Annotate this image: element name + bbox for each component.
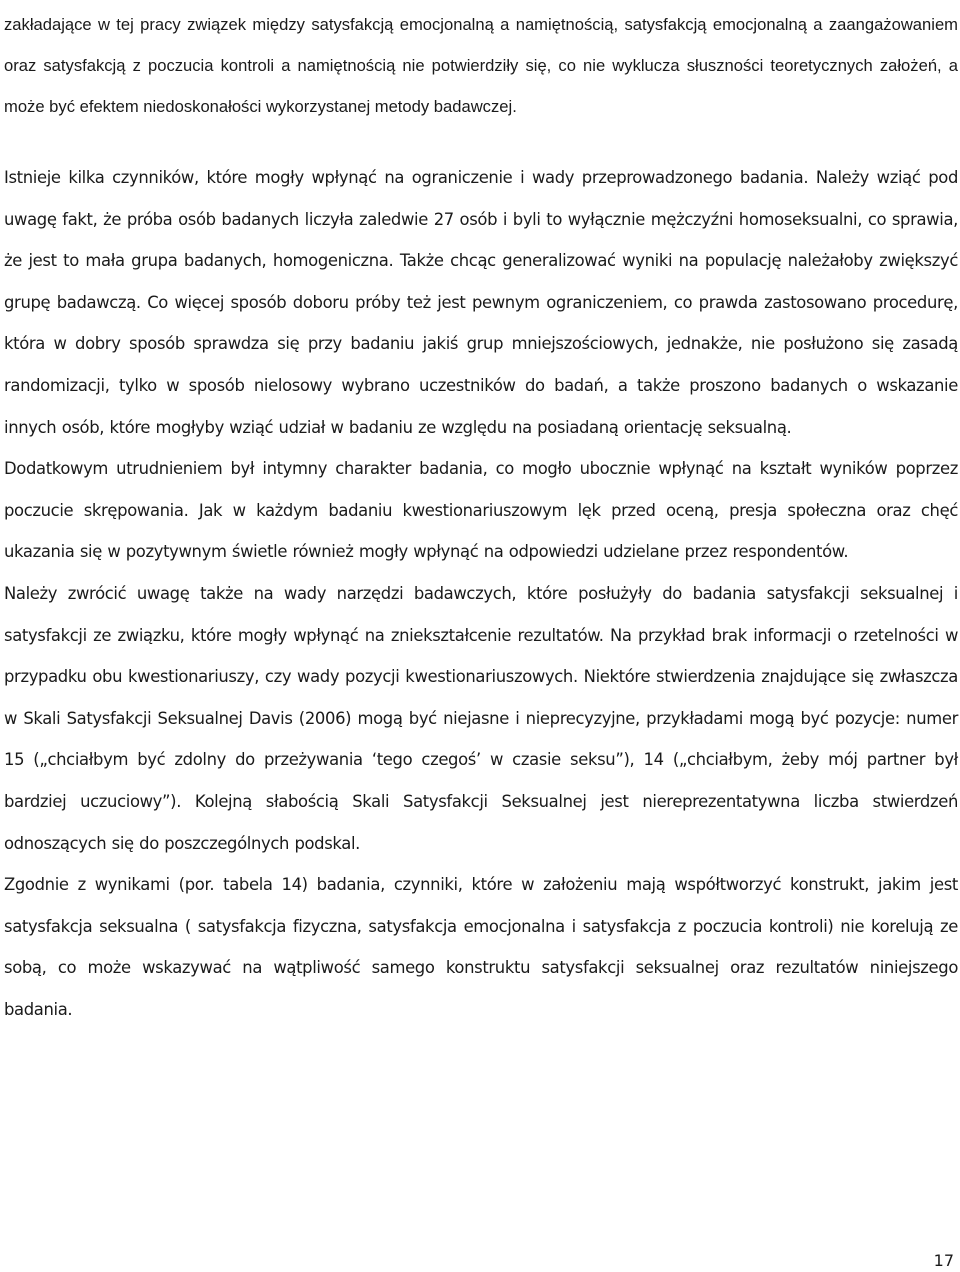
paragraph-limitations: Istnieje kilka czynników, które mogły wpłynąć na ograniczenie i wady przeprowadzonego badania. Należy wziąć pod uwagę fakt, że próba osób badanych liczyła zaledwie 27 osób i byli to wyłącznie mężczyźni homoseksualni, co sprawia, że jest to mała grupa badanych, homogeniczna. Także chcąc generalizować wyniki na populację należałoby zwiększyć grupę badawczą. Co więcej sposób doboru próby też jest pewnym ograniczeniem, co prawda zastosowano procedurę, która w dobry sposób sprawdza się przy badaniu jakiś grup mniejszościowych, jednakże, nie posłużono się zasadą randomizacji, tylko w sposób nielosowy wybrano uczestników do badań, a także proszono badanych o wskazanie innych osób, które mogłyby wziąć udział w badaniu ze względu na posiadaną orientację seksualną. bbox=[4, 168, 958, 437]
page-number: 17 bbox=[933, 1251, 954, 1270]
paragraph-continuation: zakładające w tej pracy związek między satysfakcją emocjonalną a namiętnością, satysfakcją emocjonalną a zaangażowaniem oraz satysfakcją z poczucia kontroli a namiętnością nie potwierdziły się, co nie wyklucza słuszności teoretycznych założeń, a może być efektem niedoskonałości wykorzystanej metody badawczej. bbox=[4, 15, 958, 116]
paragraph-conclusion: Zgodnie z wynikami (por. tabela 14) badania, czynniki, które w założeniu mają współtworzyć konstrukt, jakim jest satysfakcja seksualna ( satysfakcja fizyczna, satysfakcja emocjonalna i satysfakcja z poczucia kontroli) nie korelują ze sobą, co może wskazywać na wątpliwość samego konstruktu satysfakcji seksualnej oraz rezultatów niniejszego badania. bbox=[4, 875, 958, 1019]
paragraph-research-tools: Należy zwrócić uwagę także na wady narzędzi badawczych, które posłużyły do badania satysfakcji seksualnej i satysfakcji ze związku, które mogły wpłynąć na zniekształcenie rezultatów. Na przykład brak informacji o rzetelności w przypadku obu kwestionariuszy, czy wady pozycji kwestionariuszowych. Niektóre stwierdzenia znajdujące się zwłaszcza w Skali Satysfakcji Seksualnej Davis (2006) mogą być niejasne i nieprecyzyjne, przykładami mogą być pozycje: numer 15 („chciałbym być zdolny do przeżywania ‘tego czegoś’ w czasie seksu”), 14 („chciałbym, żeby mój partner był bardziej uczuciowy”). Kolejną słabością Skali Satysfakcji Seksualnej jest niereprezentatywna liczba stwierdzeń odnoszących się do poszczególnych podskal. bbox=[4, 583, 958, 853]
paragraph-intimate-character: Dodatkowym utrudnieniem był intymny charakter badania, co mogło ubocznie wpłynąć na kształt wyników poprzez poczucie skrępowania. Jak w każdym badaniu kwestionariuszowym lęk przed oceną, presja społeczna oraz chęć ukazania się w pozytywnym świetle również mogły wpłynąć na odpowiedzi udzielane przez respondentów. bbox=[4, 459, 958, 562]
text-column bbox=[4, 0, 958, 1030]
